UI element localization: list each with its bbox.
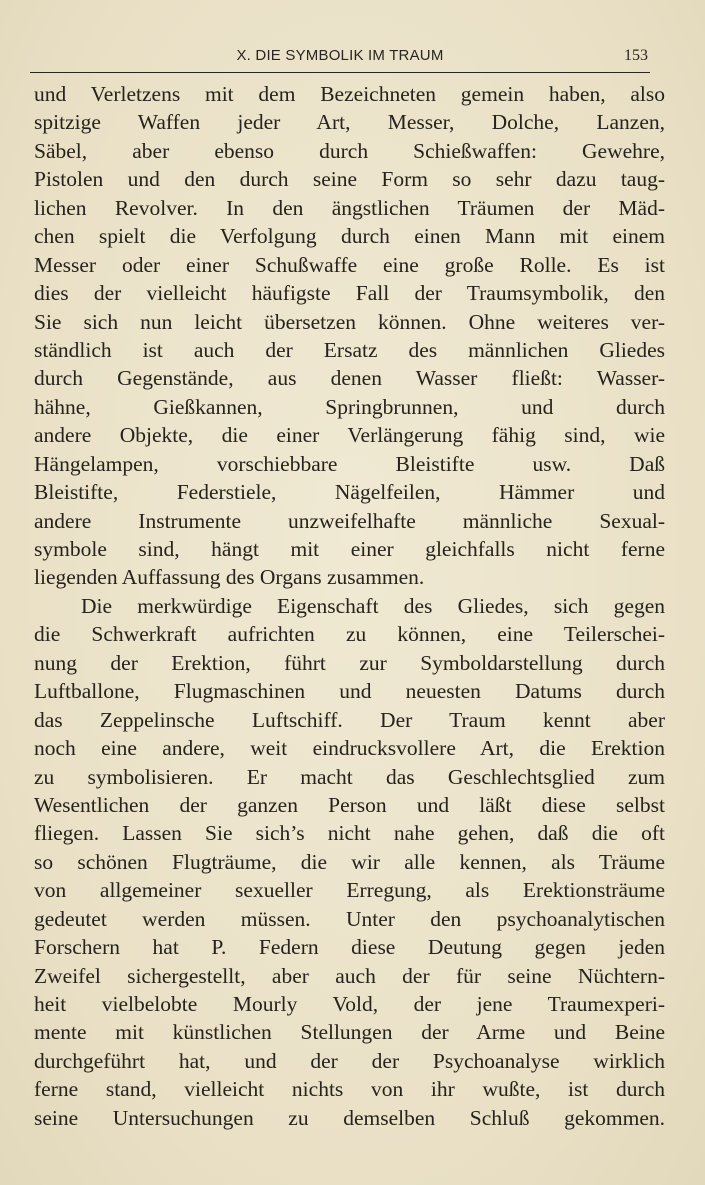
text-line: Säbel, aber ebenso durch Schießwaffen: Gewehre, <box>34 138 665 163</box>
text-line: gedeutet werden müssen. Unter den psychoanalytischen <box>34 906 665 931</box>
text-line: Forschern hat P. Federn diese Deutung gegen jeden <box>34 935 665 960</box>
text-line: Hängelampen, vorschiebbare Bleistifte usw. Daß <box>34 451 665 476</box>
text-line: nung der Erektion, führt zur Symboldarstellung durch <box>34 650 665 675</box>
text-line: spitzige Waffen jeder Art, Messer, Dolche, Lanzen, <box>34 110 665 135</box>
text-line: mente mit künstlichen Stellungen der Arme und Beine <box>34 1020 665 1045</box>
body-text <box>34 80 665 1132</box>
paragraph-first-line: Die merkwürdige Eigenschaft des Gliedes, sich gegen <box>81 593 665 618</box>
text-line: Bleistifte, Federstiele, Nägelfeilen, Hämmer und <box>34 480 665 505</box>
text-line: und Verletzens mit dem Bezeichneten gemein haben, also <box>34 82 665 106</box>
text-line: fliegen. Lassen Sie sich’s nicht nahe gehen, daß die oft <box>34 821 665 846</box>
text-line: das Zeppelinsche Luftschiff. Der Traum kennt aber <box>34 707 665 732</box>
text-line: Sie sich nun leicht übersetzen können. Ohne weiteres ver- <box>34 309 665 334</box>
text-line: seine Untersuchungen zu demselben Schluß gekommen. <box>34 1105 665 1130</box>
chapter-title: X. DIE SYMBOLIK IM TRAUM <box>236 47 444 64</box>
text-line: Wesentlichen der ganzen Person und läßt diese selbst <box>34 792 665 817</box>
page-number: 153 <box>624 47 648 64</box>
text-line: symbole sind, hängt mit einer gleichfalls nicht ferne <box>34 537 665 561</box>
text-line: andere Objekte, die einer Verlängerung fähig sind, wie <box>34 423 665 448</box>
text-line: Pistolen und den durch seine Form so sehr dazu taug- <box>34 167 665 192</box>
text-line: von allgemeiner sexueller Erregung, als Erektionsträume <box>34 878 665 903</box>
running-head <box>30 42 650 73</box>
text-line: Messer oder einer Schußwaffe eine große Rolle. Es ist <box>34 252 665 277</box>
text-line: durchgeführt hat, und der der Psychoanalyse wirklich <box>34 1048 665 1073</box>
text-line: die Schwerkraft aufrichten zu können, eine Teilerschei- <box>34 622 665 647</box>
text-line: hähne, Gießkannen, Springbrunnen, und durch <box>34 394 665 419</box>
text-line: andere Instrumente unzweifelhafte männliche Sexual- <box>34 508 665 533</box>
text-line: Zweifel sichergestellt, aber auch der für seine Nüchtern- <box>34 963 665 988</box>
text-line: chen spielt die Verfolgung durch einen Mann mit einem <box>34 224 665 249</box>
text-line: lichen Revolver. In den ängstlichen Träumen der Mäd- <box>34 195 665 220</box>
text-line: heit vielbelobte Mourly Vold, der jene Traumexperi- <box>34 992 665 1016</box>
paragraph-last-line: liegenden Auffassung des Organs zusammen. <box>34 565 425 590</box>
text-line: zu symbolisieren. Er macht das Geschlechtsglied zum <box>34 764 665 789</box>
text-line: so schönen Flugträume, die wir alle kennen, als Träume <box>34 849 665 874</box>
text-line: Luftballone, Flugmaschinen und neuesten Datums durch <box>34 679 665 704</box>
text-line: dies der vielleicht häufigste Fall der Traumsymbolik, den <box>34 281 665 306</box>
text-line: ferne stand, vielleicht nichts von ihr wußte, ist durch <box>34 1077 665 1102</box>
text-line: noch eine andere, weit eindrucksvollere Art, die Erektion <box>34 736 665 761</box>
text-line: ständlich ist auch der Ersatz des männlichen Gliedes <box>34 337 665 362</box>
text-line: durch Gegenstände, aus denen Wasser fließt: Wasser- <box>34 366 665 391</box>
